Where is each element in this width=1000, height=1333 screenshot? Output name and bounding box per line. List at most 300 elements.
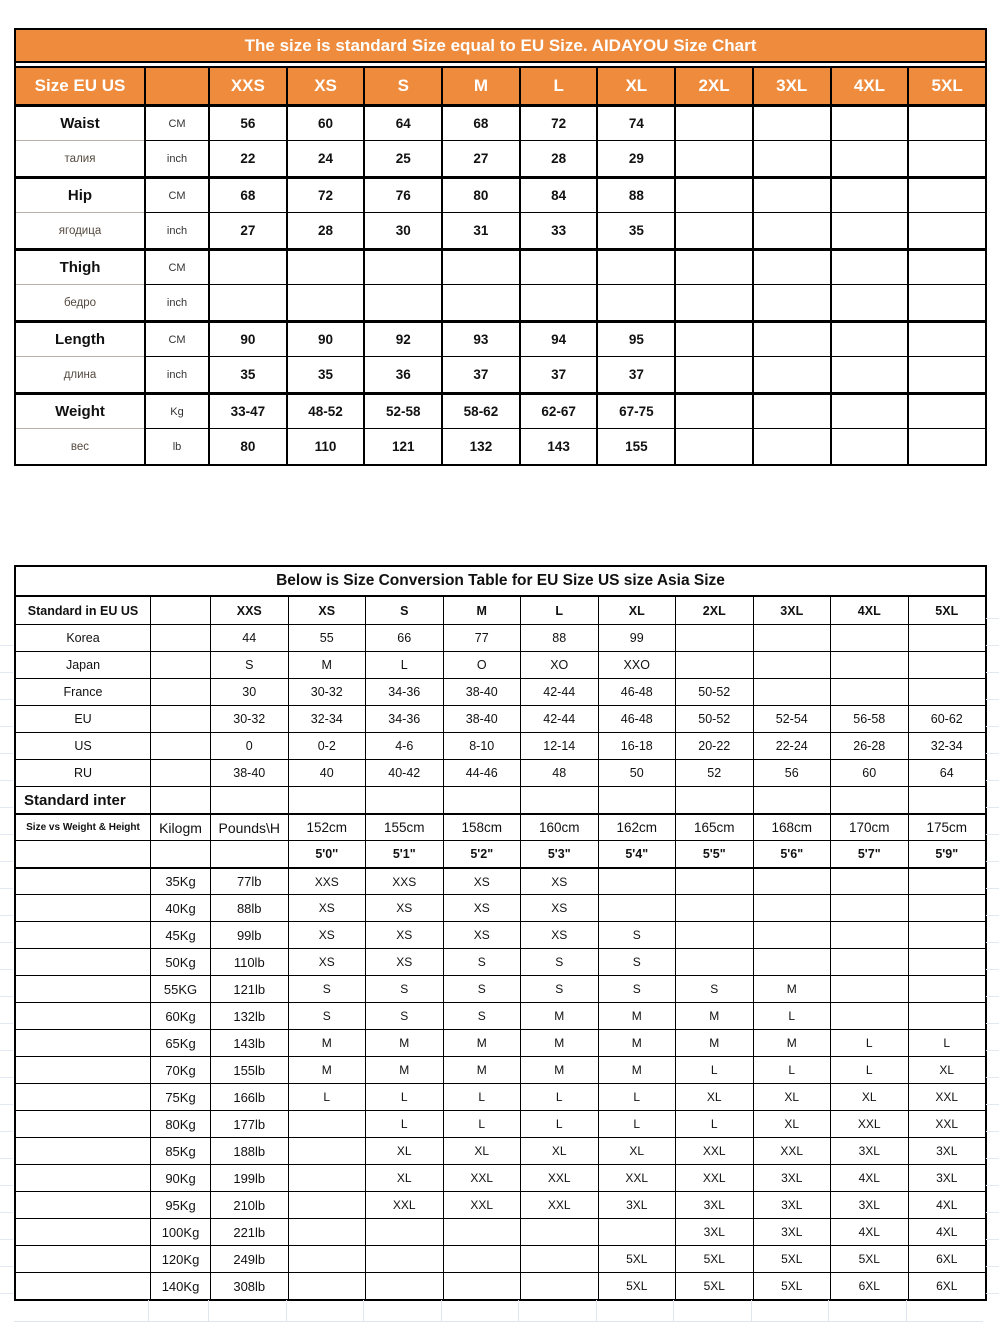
weight-kg-cell: 35Kg: [150, 867, 210, 894]
size-column-header: XS: [288, 597, 366, 624]
conversion-value-cell: XO: [520, 651, 598, 678]
size-column-header: 2XL: [675, 597, 753, 624]
measurement-value-cell: [907, 428, 985, 464]
ghost-gridline-cell: [906, 1300, 984, 1321]
measurement-value-cell: 35: [596, 212, 674, 248]
blank-cell: [210, 786, 288, 813]
matrix-size-cell: M: [675, 1029, 753, 1056]
ghost-gridline-cell: [441, 1300, 519, 1321]
conversion-value-cell: L: [365, 651, 443, 678]
size-column-header: XS: [286, 68, 364, 104]
measurement-value-cell: [363, 284, 441, 320]
measurement-value-cell: 62-67: [519, 392, 597, 428]
conversion-value-cell: [675, 651, 753, 678]
conversion-value-cell: 30-32: [210, 705, 288, 732]
conversion-value-cell: [908, 678, 986, 705]
unit-label: lb: [144, 428, 208, 464]
conversion-value-cell: 20-22: [675, 732, 753, 759]
weight-lb-cell: 221lb: [210, 1218, 288, 1245]
matrix-size-cell: XL: [908, 1056, 986, 1083]
measurement-value-cell: [907, 140, 985, 176]
ghost-gridline-cell: [286, 1300, 364, 1321]
height-ft-header: 5'9": [908, 840, 986, 867]
matrix-size-cell: XL: [753, 1110, 831, 1137]
weight-kg-cell: 140Kg: [150, 1272, 210, 1299]
size-column-header: 5XL: [907, 68, 985, 104]
blank-cell: [288, 786, 366, 813]
measurement-value-cell: 72: [286, 176, 364, 212]
matrix-size-cell: 3XL: [908, 1164, 986, 1191]
size-column-header: XXS: [210, 597, 288, 624]
matrix-size-cell: L: [598, 1083, 676, 1110]
measurement-label: Length: [16, 320, 144, 356]
matrix-size-cell: XXS: [365, 867, 443, 894]
weight-lb-cell: 132lb: [210, 1002, 288, 1029]
measurement-value-cell: [752, 284, 830, 320]
measurement-label: длина: [16, 356, 144, 392]
measurement-value-cell: [441, 248, 519, 284]
conversion-value-cell: 60-62: [908, 705, 986, 732]
matrix-size-cell: [830, 1002, 908, 1029]
blank-cell: [150, 732, 210, 759]
matrix-size-cell: M: [520, 1002, 598, 1029]
matrix-size-cell: M: [443, 1029, 521, 1056]
matrix-size-cell: S: [520, 948, 598, 975]
weight-lb-cell: 110lb: [210, 948, 288, 975]
excel-gridline-artifact-bottom: [14, 1300, 983, 1322]
measurement-value-cell: 24: [286, 140, 364, 176]
measurement-value-cell: 74: [596, 104, 674, 140]
height-ft-header: 5'0'': [288, 840, 366, 867]
excel-gridline-artifact-left: [0, 619, 13, 1297]
height-ft-header: 5'4": [598, 840, 676, 867]
conversion-value-cell: 32-34: [908, 732, 986, 759]
measurement-value-cell: 80: [441, 176, 519, 212]
matrix-size-cell: [288, 1245, 366, 1272]
matrix-size-cell: XXL: [908, 1110, 986, 1137]
matrix-size-cell: 5XL: [753, 1245, 831, 1272]
matrix-size-cell: XS: [365, 894, 443, 921]
weight-kg-cell: 100Kg: [150, 1218, 210, 1245]
matrix-size-cell: L: [520, 1110, 598, 1137]
blank-cell: [16, 1245, 150, 1272]
matrix-size-cell: S: [288, 975, 366, 1002]
measurement-value-cell: 68: [441, 104, 519, 140]
matrix-size-cell: 3XL: [753, 1164, 831, 1191]
conversion-value-cell: 50: [598, 759, 676, 786]
measurement-value-cell: [674, 428, 752, 464]
size-column-header: S: [365, 597, 443, 624]
conversion-value-cell: 16-18: [598, 732, 676, 759]
measurement-value-cell: [907, 176, 985, 212]
unit-label: inch: [144, 356, 208, 392]
measurement-value-cell: [752, 140, 830, 176]
matrix-size-cell: [443, 1245, 521, 1272]
ghost-gridline-cell: [673, 1300, 751, 1321]
matrix-size-cell: XL: [365, 1137, 443, 1164]
conversion-value-cell: 46-48: [598, 705, 676, 732]
weight-kg-cell: 55KG: [150, 975, 210, 1002]
matrix-size-cell: 6XL: [830, 1272, 908, 1299]
matrix-size-cell: M: [598, 1056, 676, 1083]
measurement-value-cell: [674, 392, 752, 428]
size-column-header: 3XL: [753, 597, 831, 624]
unit-label: inch: [144, 140, 208, 176]
height-cm-header: 162cm: [598, 813, 676, 840]
conversion-value-cell: 4-6: [365, 732, 443, 759]
weight-kg-cell: 85Kg: [150, 1137, 210, 1164]
matrix-size-cell: [288, 1164, 366, 1191]
measurement-value-cell: [830, 248, 908, 284]
measurement-value-cell: [830, 320, 908, 356]
conversion-table-grid: [16, 595, 985, 1299]
section-label: Standard inter: [16, 786, 150, 813]
conversion-value-cell: [830, 624, 908, 651]
matrix-size-cell: M: [365, 1056, 443, 1083]
conversion-value-cell: 38-40: [443, 705, 521, 732]
matrix-size-cell: XXL: [598, 1164, 676, 1191]
blank-cell: [16, 1164, 150, 1191]
weight-kg-cell: 60Kg: [150, 1002, 210, 1029]
matrix-size-cell: S: [520, 975, 598, 1002]
measurement-value-cell: [208, 248, 286, 284]
matrix-size-cell: 5XL: [598, 1245, 676, 1272]
matrix-size-cell: 4XL: [908, 1191, 986, 1218]
blank-cell: [675, 786, 753, 813]
measurement-value-cell: 92: [363, 320, 441, 356]
conversion-value-cell: [908, 624, 986, 651]
matrix-size-cell: [288, 1191, 366, 1218]
conversion-value-cell: 60: [830, 759, 908, 786]
conversion-value-cell: 77: [443, 624, 521, 651]
matrix-size-cell: [598, 1218, 676, 1245]
matrix-size-cell: XXL: [365, 1191, 443, 1218]
conversion-value-cell: S: [210, 651, 288, 678]
matrix-size-cell: [830, 921, 908, 948]
ghost-gridline-cell: [208, 1300, 286, 1321]
matrix-size-cell: M: [288, 1056, 366, 1083]
matrix-size-cell: 6XL: [908, 1245, 986, 1272]
measurement-value-cell: 68: [208, 176, 286, 212]
conversion-value-cell: 66: [365, 624, 443, 651]
ghost-gridline-cell: [596, 1300, 674, 1321]
measurement-value-cell: [752, 392, 830, 428]
region-label: France: [16, 678, 150, 705]
matrix-size-cell: S: [675, 975, 753, 1002]
matrix-size-cell: [520, 1218, 598, 1245]
matrix-size-cell: 3XL: [830, 1137, 908, 1164]
weight-lb-cell: 88lb: [210, 894, 288, 921]
size-conversion-table: [14, 565, 987, 1301]
height-ft-header: 5'7": [830, 840, 908, 867]
region-label: RU: [16, 759, 150, 786]
matrix-size-cell: 3XL: [598, 1191, 676, 1218]
measurement-value-cell: [830, 428, 908, 464]
weight-kg-cell: 70Kg: [150, 1056, 210, 1083]
matrix-size-cell: [753, 894, 831, 921]
measurement-label: Hip: [16, 176, 144, 212]
conversion-value-cell: [753, 624, 831, 651]
matrix-size-cell: XL: [365, 1164, 443, 1191]
conversion-value-cell: M: [288, 651, 366, 678]
ghost-gridline-cell: [751, 1300, 829, 1321]
measurement-value-cell: 67-75: [596, 392, 674, 428]
matrix-size-cell: XXL: [520, 1191, 598, 1218]
conversion-value-cell: 0-2: [288, 732, 366, 759]
region-label: EU: [16, 705, 150, 732]
conversion-value-cell: 99: [598, 624, 676, 651]
measurement-value-cell: [363, 248, 441, 284]
measurement-value-cell: [519, 284, 597, 320]
kilogram-column-header: Kilogm: [150, 813, 210, 840]
conversion-value-cell: [753, 651, 831, 678]
matrix-size-cell: XS: [443, 867, 521, 894]
measurement-value-cell: 56: [208, 104, 286, 140]
matrix-size-cell: 3XL: [908, 1137, 986, 1164]
matrix-size-cell: 3XL: [830, 1191, 908, 1218]
matrix-size-cell: XS: [443, 894, 521, 921]
matrix-size-cell: 5XL: [675, 1245, 753, 1272]
matrix-size-cell: [365, 1218, 443, 1245]
blank-cell: [16, 1191, 150, 1218]
height-ft-header: 5'1": [365, 840, 443, 867]
blank-cell: [210, 840, 288, 867]
weight-kg-cell: 45Kg: [150, 921, 210, 948]
conversion-value-cell: O: [443, 651, 521, 678]
matrix-size-cell: [288, 1272, 366, 1299]
matrix-size-cell: XL: [598, 1137, 676, 1164]
matrix-size-cell: 6XL: [908, 1272, 986, 1299]
weight-lb-cell: 249lb: [210, 1245, 288, 1272]
blank-cell: [753, 786, 831, 813]
measurement-value-cell: 48-52: [286, 392, 364, 428]
matrix-size-cell: S: [288, 1002, 366, 1029]
matrix-size-cell: L: [288, 1083, 366, 1110]
blank-cell: [16, 1056, 150, 1083]
matrix-size-cell: L: [830, 1029, 908, 1056]
matrix-size-cell: M: [753, 975, 831, 1002]
matrix-size-cell: [598, 867, 676, 894]
ghost-gridline-cell: [148, 1300, 208, 1321]
matrix-size-cell: [288, 1218, 366, 1245]
measurement-value-cell: 93: [441, 320, 519, 356]
measurement-value-cell: [830, 212, 908, 248]
height-cm-header: 165cm: [675, 813, 753, 840]
measurement-value-cell: [596, 284, 674, 320]
matrix-size-cell: L: [443, 1083, 521, 1110]
conversion-value-cell: 12-14: [520, 732, 598, 759]
matrix-size-cell: 3XL: [675, 1218, 753, 1245]
matrix-size-cell: XL: [753, 1083, 831, 1110]
measurement-value-cell: [752, 176, 830, 212]
conversion-value-cell: 30: [210, 678, 288, 705]
matrix-size-cell: L: [753, 1056, 831, 1083]
matrix-size-cell: L: [675, 1110, 753, 1137]
measurement-value-cell: 30: [363, 212, 441, 248]
matrix-size-cell: 3XL: [753, 1191, 831, 1218]
blank-cell: [16, 867, 150, 894]
matrix-size-cell: M: [520, 1056, 598, 1083]
matrix-size-cell: 5XL: [753, 1272, 831, 1299]
matrix-size-cell: L: [443, 1110, 521, 1137]
measurement-value-cell: [752, 428, 830, 464]
blank-cell: [16, 975, 150, 1002]
ghost-gridline-cell: [828, 1300, 906, 1321]
matrix-size-cell: M: [520, 1029, 598, 1056]
conversion-value-cell: 38-40: [443, 678, 521, 705]
measurement-value-cell: [674, 248, 752, 284]
measurement-value-cell: [830, 284, 908, 320]
blank-cell: [150, 678, 210, 705]
matrix-size-cell: XS: [520, 894, 598, 921]
conversion-value-cell: 52-54: [753, 705, 831, 732]
matrix-size-cell: XXL: [675, 1137, 753, 1164]
matrix-size-cell: XXL: [753, 1137, 831, 1164]
measurement-value-cell: 143: [519, 428, 597, 464]
height-cm-header: 168cm: [753, 813, 831, 840]
weight-kg-cell: 90Kg: [150, 1164, 210, 1191]
conversion-corner-header: Standard in EU US: [27, 603, 139, 618]
matrix-size-cell: XXL: [520, 1164, 598, 1191]
blank-cell: [16, 1218, 150, 1245]
measurement-value-cell: 110: [286, 428, 364, 464]
matrix-size-cell: XL: [443, 1137, 521, 1164]
size-chart-blank-header: [144, 68, 208, 104]
matrix-size-cell: L: [830, 1056, 908, 1083]
blank-cell: [16, 1083, 150, 1110]
conversion-value-cell: 50-52: [675, 705, 753, 732]
blank-cell: [520, 786, 598, 813]
matrix-size-cell: L: [753, 1002, 831, 1029]
size-column-header: 4XL: [830, 68, 908, 104]
conversion-value-cell: XXO: [598, 651, 676, 678]
matrix-size-cell: 4XL: [830, 1218, 908, 1245]
size-column-header: S: [363, 68, 441, 104]
size-chart-corner-header: Size EU US: [16, 68, 144, 104]
weight-lb-cell: 99lb: [210, 921, 288, 948]
conversion-value-cell: 26-28: [830, 732, 908, 759]
blank-cell: [150, 786, 210, 813]
blank-cell: [150, 624, 210, 651]
height-cm-header: 175cm: [908, 813, 986, 840]
measurement-value-cell: [752, 104, 830, 140]
matrix-size-cell: L: [365, 1110, 443, 1137]
matrix-size-cell: XL: [520, 1137, 598, 1164]
measurement-value-cell: [907, 212, 985, 248]
region-label: US: [16, 732, 150, 759]
matrix-size-cell: XS: [365, 921, 443, 948]
weight-kg-cell: 40Kg: [150, 894, 210, 921]
matrix-size-cell: XS: [520, 867, 598, 894]
weight-kg-cell: 120Kg: [150, 1245, 210, 1272]
size-column-header: XL: [596, 68, 674, 104]
size-column-header: XL: [598, 597, 676, 624]
measurement-label: Weight: [16, 392, 144, 428]
conversion-value-cell: 48: [520, 759, 598, 786]
matrix-size-cell: [908, 1002, 986, 1029]
matrix-size-cell: 4XL: [908, 1218, 986, 1245]
measurement-value-cell: 33: [519, 212, 597, 248]
matrix-size-cell: M: [753, 1029, 831, 1056]
size-chart-title: The size is standard Size equal to EU Size. AIDAYOU Size Chart: [16, 30, 985, 63]
measurement-value-cell: 58-62: [441, 392, 519, 428]
measurement-label: талия: [16, 140, 144, 176]
blank-header-cell: [150, 597, 210, 624]
conversion-value-cell: 50-52: [675, 678, 753, 705]
size-column-header: 2XL: [674, 68, 752, 104]
measurement-value-cell: [674, 212, 752, 248]
blank-cell: [16, 840, 150, 867]
conversion-value-cell: 64: [908, 759, 986, 786]
blank-cell: [150, 651, 210, 678]
measurement-value-cell: [907, 392, 985, 428]
measurement-value-cell: [752, 356, 830, 392]
matrix-size-cell: XS: [520, 921, 598, 948]
conversion-value-cell: 46-48: [598, 678, 676, 705]
blank-cell: [830, 786, 908, 813]
measurement-value-cell: [907, 104, 985, 140]
weight-kg-cell: 50Kg: [150, 948, 210, 975]
measurement-value-cell: 88: [596, 176, 674, 212]
matrix-size-cell: [443, 1218, 521, 1245]
matrix-size-cell: 3XL: [675, 1191, 753, 1218]
matrix-size-cell: XXL: [443, 1164, 521, 1191]
unit-label: CM: [144, 176, 208, 212]
matrix-size-cell: [675, 921, 753, 948]
ghost-gridline-cell: [518, 1300, 596, 1321]
measurement-value-cell: [674, 176, 752, 212]
measurement-value-cell: [286, 284, 364, 320]
height-cm-header: 160cm: [520, 813, 598, 840]
size-column-header: XXS: [208, 68, 286, 104]
weight-lb-cell: 210lb: [210, 1191, 288, 1218]
measurement-value-cell: [596, 248, 674, 284]
matrix-size-cell: S: [443, 975, 521, 1002]
measurement-value-cell: [519, 248, 597, 284]
measurement-label: вес: [16, 428, 144, 464]
matrix-size-cell: 5XL: [675, 1272, 753, 1299]
unit-label: inch: [144, 284, 208, 320]
matrix-size-cell: 3XL: [753, 1218, 831, 1245]
matrix-size-cell: XS: [288, 894, 366, 921]
measurement-value-cell: 155: [596, 428, 674, 464]
weight-kg-cell: 80Kg: [150, 1110, 210, 1137]
measurement-value-cell: 35: [208, 356, 286, 392]
blank-cell: [16, 894, 150, 921]
conversion-value-cell: 22-24: [753, 732, 831, 759]
height-ft-header: 5'5": [675, 840, 753, 867]
blank-cell: [16, 1272, 150, 1299]
matrix-size-cell: [753, 948, 831, 975]
measurement-value-cell: [674, 356, 752, 392]
size-column-header: L: [520, 597, 598, 624]
measurement-value-cell: 36: [363, 356, 441, 392]
conversion-value-cell: [675, 624, 753, 651]
weight-lb-cell: 166lb: [210, 1083, 288, 1110]
weight-lb-cell: 143lb: [210, 1029, 288, 1056]
measurement-label: ягодица: [16, 212, 144, 248]
blank-cell: [16, 948, 150, 975]
size-chart-grid: [16, 66, 985, 464]
measurement-value-cell: 132: [441, 428, 519, 464]
conversion-value-cell: 55: [288, 624, 366, 651]
matrix-size-cell: XS: [443, 921, 521, 948]
measurement-label: Waist: [16, 104, 144, 140]
blank-cell: [365, 786, 443, 813]
height-cm-header: 158cm: [443, 813, 521, 840]
region-label: Japan: [16, 651, 150, 678]
blank-cell: [598, 786, 676, 813]
